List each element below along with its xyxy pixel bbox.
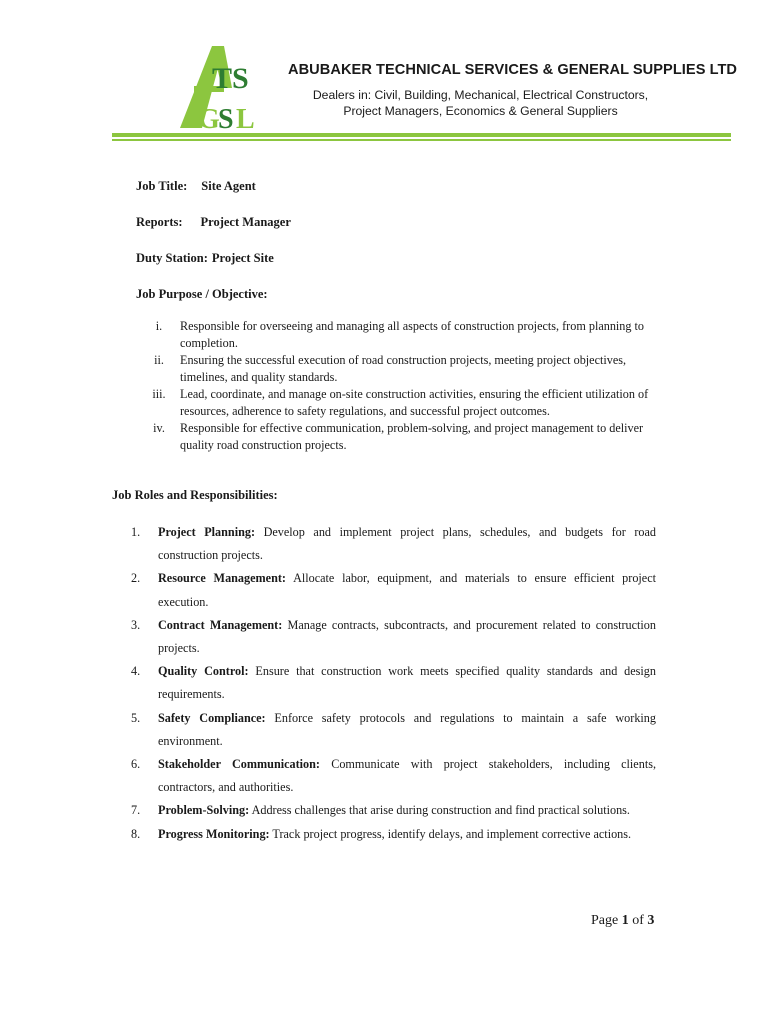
letterhead [0,0,768,140]
list-text [158,707,656,753]
list-text [158,753,656,799]
list-number: iv. [153,421,165,435]
page-current: 1 [621,913,629,928]
list-text: Ensuring the successful execution of road construction projects, meeting project objectives, timelines, and quality standards. [180,353,627,384]
company-logo [172,42,272,132]
list-item [138,420,658,454]
list-item [131,799,656,822]
list-item [138,352,658,386]
list-item [131,707,656,753]
list-item [131,567,656,613]
of-word: of [632,913,644,928]
responsibility-text: Address challenges that arise during construction and find practical solutions. [251,803,630,818]
responsibility-text: Develop and implement project plans, schedules, and budgets for road construction projects. [158,525,656,563]
list-text: Responsible for effective communication, problem-solving, and project management to deliver quality road construction projects. [180,421,644,452]
header-rule-thin [112,139,731,141]
list-item [138,318,658,352]
reports-label: Reports: [136,215,183,229]
job-title-label: Job Title: [136,179,188,193]
svg-text:TS: TS [212,62,249,95]
list-number: 3. [131,617,141,632]
job-title-field [136,179,256,194]
list-item [138,386,658,420]
responsibility-text: Communicate with project stakeholders, including clients, contractors, and authorities. [158,757,656,795]
list-text [158,521,656,567]
responsibility-text: Manage contracts, subcontracts, and procurement related to construction projects. [158,617,656,656]
list-text [158,823,656,846]
list-text: Responsible for overseeing and managing all aspects of construction projects, from planning to completion. [180,319,645,350]
responsibility-term: Resource Management: [158,571,286,586]
responsibility-text: Allocate labor, equipment, and materials to ensure efficient project execution. [158,571,657,609]
list-number: ii. [154,353,164,367]
list-text [158,614,656,660]
list-number: 1. [131,525,141,539]
responsibility-term: Project Planning: [158,525,256,539]
company-tagline-line1: Dealers in: Civil, Building, Mechanical, Electrical Constructors, [312,88,649,102]
reports-value: Project Manager [200,215,291,229]
responsibility-term: Quality Control: [158,664,249,679]
objectives-list [138,318,658,454]
page-word: Page [591,913,619,928]
duty-station-label: Duty Station: [136,251,208,265]
svg-text:G: G [198,104,220,132]
responsibility-term: Problem-Solving: [158,803,250,818]
list-text [158,799,656,822]
list-text: Lead, coordinate, and manage on-site construction activities, ensuring the efficient utilization of resources, adherence to safety regulations, and successful project outcomes. [180,387,649,418]
list-item [131,823,656,846]
responsibility-term: Contract Management: [158,617,283,632]
responsibility-term: Stakeholder Communication: [158,757,320,772]
responsibility-text: Track project progress, identify delays, and implement corrective actions. [272,826,632,841]
responsibility-term: Safety Compliance: [158,710,266,725]
job-title-value: Site Agent [201,179,256,193]
svg-text:L: L [236,104,255,132]
list-number: 5. [131,710,141,725]
list-text [158,567,656,613]
list-item [131,753,656,799]
list-number: iii. [152,387,166,401]
job-purpose-heading: Job Purpose / Objective: [136,287,268,301]
company-name: ABUBAKER TECHNICAL SERVICES & GENERAL SUPPLIES LTD [288,62,738,78]
company-tagline-line2: Project Managers, Economics & General Suppliers [343,104,618,118]
list-number: 8. [131,826,141,841]
list-item [131,521,656,567]
list-number: 4. [131,664,141,679]
responsibilities-heading: Job Roles and Responsibilities: [112,488,278,502]
responsibility-text: Enforce safety protocols and regulations to maintain a safe working environment. [158,710,656,748]
list-number: i. [155,319,163,333]
responsibility-text: Ensure that construction work meets specified quality standards and design requirements. [158,664,656,702]
list-number: 6. [131,757,141,772]
responsibilities-list [131,521,656,846]
list-number: 7. [131,803,141,818]
list-item [131,660,656,706]
svg-text:S: S [218,104,234,132]
duty-station-field [136,251,274,266]
responsibility-term: Progress Monitoring: [158,826,270,841]
duty-station-value: Project Site [211,251,274,265]
page-number [591,913,654,929]
reports-field [136,215,291,230]
list-number: 2. [131,571,141,586]
list-item [131,614,656,660]
company-block [288,62,738,119]
page-total: 3 [647,913,655,928]
header-rule [112,133,731,137]
list-text [158,660,656,706]
